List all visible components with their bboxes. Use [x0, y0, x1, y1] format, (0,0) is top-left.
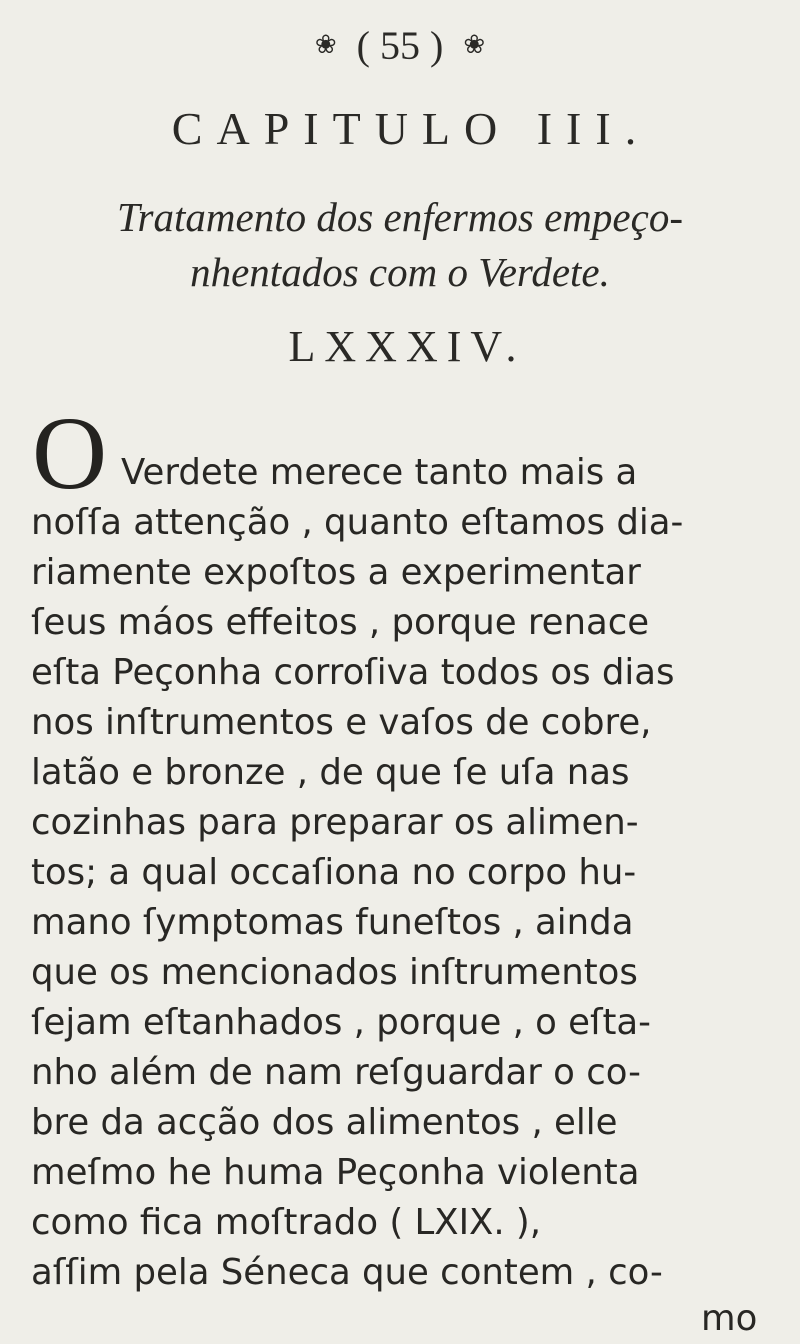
text-line-6: nos inſtrumentos e vaſos de cobre,	[31, 702, 652, 743]
text-line-13: nho além de nam reſguardar o co-	[31, 1052, 641, 1093]
text-line-12: ſejam eſtanhados , porque , o eſta-	[31, 1002, 651, 1043]
page-header	[0, 22, 800, 69]
text-line-15: meſmo he huma Peçonha violenta	[31, 1152, 640, 1193]
text-line-14: bre da acção dos alimentos , elle	[31, 1102, 618, 1143]
text-line-17: aſſim pela Séneca que contem , co-	[31, 1252, 663, 1293]
text-line-9: tos; a qual occaſiona no corpo hu-	[31, 852, 637, 893]
drop-cap: O	[32, 396, 108, 511]
text-line-1: Verdete merece tanto mais a	[121, 452, 638, 493]
text-line-4: ſeus máos effeitos , porque renace	[31, 602, 650, 643]
text-line-7: latão e bronze , de que ſe uſa nas	[31, 752, 630, 793]
text-line-18: mo	[701, 1298, 758, 1339]
subtitle-line-2: nhentados com o Verdete.	[190, 249, 610, 295]
chapter-title: CAPITULO III.	[171, 103, 651, 154]
text-line-3: riamente expoſtos a experimentar	[31, 552, 641, 593]
text-line-11: que os mencionados inſtrumentos	[31, 952, 638, 993]
section-number: LXXXIV.	[288, 322, 526, 371]
page-number: ( 55 )	[356, 23, 444, 68]
right-flower-ornament-icon: ❀	[463, 30, 486, 59]
chapter-subtitle	[0, 190, 800, 300]
left-flower-ornament-icon: ❀	[314, 30, 337, 59]
text-line-5: eſta Peçonha corroſiva todos os dias	[31, 652, 675, 693]
subtitle-line-1: Tratamento dos enfermos empeço-	[117, 194, 683, 240]
text-line-16: como fica moſtrado ( LXIX. ),	[31, 1202, 542, 1243]
text-line-2: noſſa attenção , quanto eſtamos dia-	[31, 502, 684, 543]
text-line-8: cozinhas para preparar os alimen-	[31, 802, 639, 843]
text-line-10: mano ſymptomas funeſtos , ainda	[31, 902, 634, 943]
